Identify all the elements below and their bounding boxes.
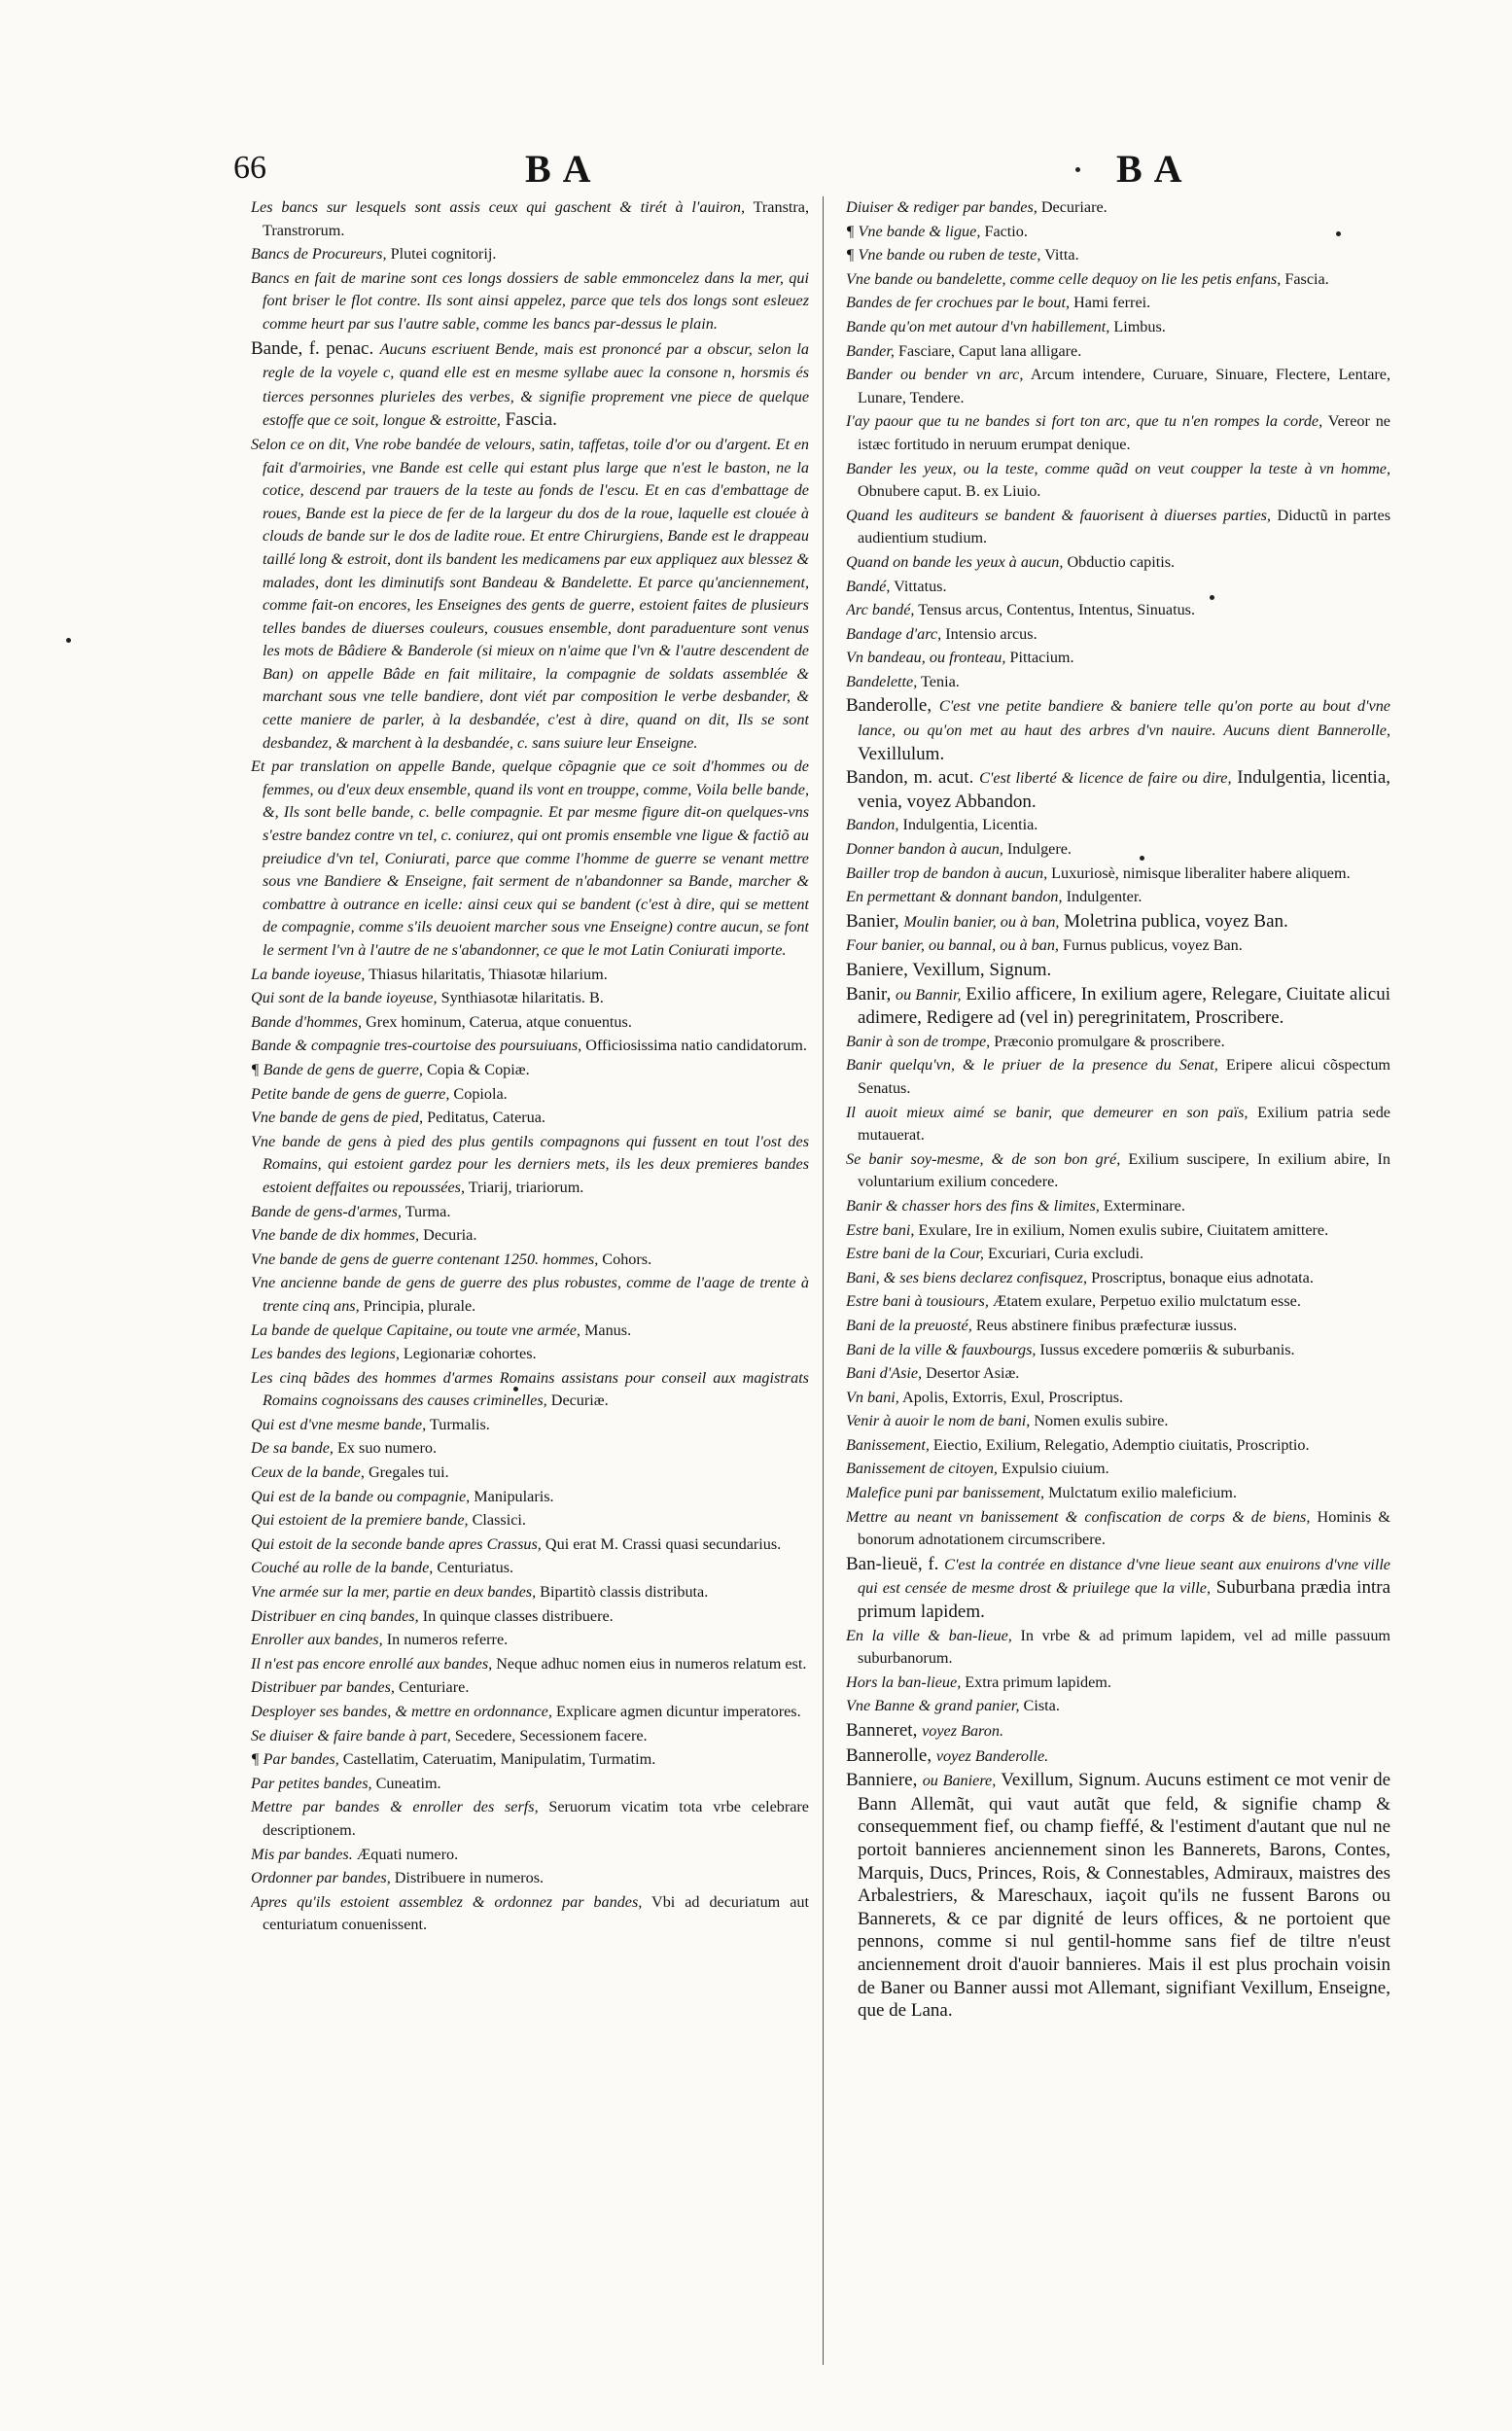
dictionary-entry bbox=[846, 1102, 1390, 1147]
latin-equivalent: Cohors. bbox=[602, 1250, 652, 1268]
latin-equivalent: Diductũ in partes audientium studium. bbox=[858, 506, 1390, 547]
latin-equivalent: Furnus publicus, voyez Ban. bbox=[1063, 936, 1243, 955]
latin-equivalent: Decuria. bbox=[423, 1226, 477, 1245]
dictionary-entry bbox=[251, 1035, 809, 1058]
french-gloss: ou Baniere, bbox=[922, 1772, 997, 1790]
dictionary-entry bbox=[846, 814, 1390, 837]
french-gloss: Bandelette, bbox=[846, 672, 918, 690]
latin-equivalent: Excuriari, Curia excludi. bbox=[988, 1245, 1144, 1263]
french-gloss: ¶ Par bandes, bbox=[251, 1750, 339, 1769]
french-gloss: Vne bande de gens de pied, bbox=[251, 1109, 424, 1127]
latin-equivalent: Expulsio ciuium. bbox=[1002, 1460, 1109, 1478]
french-gloss: Bander, bbox=[846, 341, 895, 360]
dictionary-entry bbox=[251, 1437, 809, 1461]
french-gloss: voyez Banderolle. bbox=[935, 1746, 1049, 1765]
latin-equivalent: Vexillum, Signum. bbox=[912, 960, 1052, 980]
dictionary-entry bbox=[846, 1458, 1390, 1481]
dictionary-entry bbox=[846, 576, 1390, 599]
dictionary-entry bbox=[251, 337, 809, 433]
french-gloss: Qui estoit de la seconde bande apres Crassus, bbox=[251, 1534, 542, 1553]
french-gloss: I'ay paour que tu ne bandes si fort ton arc, que tu n'en rompes la corde, bbox=[846, 412, 1323, 431]
running-head-left: BA bbox=[525, 147, 603, 191]
dictionary-entry bbox=[251, 1272, 809, 1318]
dictionary-entry bbox=[846, 221, 1390, 244]
latin-equivalent: Indulgenter. bbox=[1066, 888, 1143, 906]
entry-headword: Baniere, bbox=[846, 960, 908, 980]
latin-equivalent: Transtra, Transtrorum. bbox=[263, 198, 809, 239]
dictionary-entry bbox=[251, 1581, 809, 1604]
dictionary-entry bbox=[846, 1195, 1390, 1218]
french-gloss: Venir à auoir le nom de bani, bbox=[846, 1412, 1031, 1430]
entry-headword: Banir, bbox=[846, 983, 892, 1004]
french-gloss: Bande qu'on met autour d'vn habillement, bbox=[846, 317, 1110, 335]
latin-equivalent: In vrbe & ad primum lapidem, vel ad mille passuum suburbanorum. bbox=[858, 1626, 1390, 1668]
dictionary-entry bbox=[251, 1486, 809, 1509]
french-gloss: Se diuiser & faire bande à part, bbox=[251, 1726, 451, 1744]
latin-equivalent: Moletrina publica, voyez Ban. bbox=[1064, 910, 1288, 932]
dictionary-entry bbox=[846, 1744, 1390, 1769]
latin-equivalent: Nomen exulis subire. bbox=[1034, 1412, 1169, 1430]
dictionary-entry bbox=[846, 316, 1390, 339]
dictionary-entry bbox=[846, 364, 1390, 409]
french-gloss: Distribuer en cinq bandes, bbox=[251, 1606, 419, 1625]
dictionary-entry bbox=[251, 1533, 809, 1557]
french-gloss: Qui sont de la bande ioyeuse, bbox=[251, 989, 438, 1007]
dictionary-entry bbox=[251, 1557, 809, 1580]
french-gloss: Hors la ban-lieue, bbox=[846, 1673, 962, 1691]
latin-equivalent: Fascia. bbox=[505, 409, 557, 431]
french-gloss: Diuiser & rediger par bandes, bbox=[846, 198, 1037, 216]
latin-equivalent: Centuriatus. bbox=[437, 1559, 514, 1577]
dictionary-entry bbox=[846, 1719, 1390, 1744]
dictionary-entry bbox=[846, 1031, 1390, 1054]
dictionary-entry bbox=[846, 1387, 1390, 1410]
dictionary-entry bbox=[251, 1249, 809, 1272]
latin-equivalent: Grex hominum, Caterua, atque conuentus. bbox=[366, 1012, 632, 1031]
latin-equivalent: Secedere, Secessionem facere. bbox=[454, 1726, 648, 1744]
ink-speck bbox=[1210, 595, 1214, 600]
latin-equivalent: Suburbana prædia intra primum lapidem. bbox=[858, 1577, 1390, 1623]
dictionary-entry bbox=[846, 340, 1390, 364]
french-gloss: C'est la contrée en distance d'vne lieue seant aux enuirons d'vne ville qui est censée de mesme drost & priuilege que la ville, bbox=[858, 1555, 1390, 1598]
latin-equivalent: Reus abstinere finibus præfecturæ iussus. bbox=[975, 1316, 1238, 1334]
entry-headword: Banneret, bbox=[846, 1720, 918, 1741]
french-gloss: Selon ce on dit, Vne robe bandée de velours, satin, taffetas, toile d'or ou d'argent. Et en fait d'armoiries, vne Bande est celle qui estant plus large que n'est le baston, ne la cotice, descend par trauers de la teste au fonds de l'escu. Et en cas d'embattage de roues, Bande est la piece de fer de la largeur du dos de la roue, laquelle est clouée à clouds de bande sur le dos de ladite roue. Et entre Chirurgiens, Bande est le drappeau taillé long & estroit, dont ils bandent les medicamens par eux appliquez aux blessez & malades, dont les diminutifs sont Bandeau & Bandelette. Et parce qu'anciennement, comme fait-on encores, les Enseignes des gents de guerre, estoient faites de plusieurs telles bandes de diuerses couleurs, cousues ensemble, dont paraduenture sont venus les mots de Bâdiere & Banderole (si mieux on n'aime que l'vn & l'autre descendent de Ban) on appelle Bâde en fait militaire, la compagnie de soldats assemblée & marchant sous vne telle bandiere, dont viét par composition le verbe desbander, & cette maniere de parler, à la desbandée, c'est à dire, quand on dit, Ils se sont desbandez, & marchent à la desbandée, c. sans suiure leur Enseigne. bbox=[251, 435, 809, 752]
dictionary-entry bbox=[251, 1701, 809, 1724]
french-gloss: Les bancs sur lesquels sont assis ceux qui gaschent & tirét à l'auiron, bbox=[251, 198, 745, 216]
dictionary-entry bbox=[251, 196, 809, 242]
dictionary-entry bbox=[846, 1054, 1390, 1100]
dictionary-entry bbox=[251, 1796, 809, 1842]
latin-equivalent: Gregales tui. bbox=[368, 1463, 449, 1482]
dictionary-entry bbox=[251, 1844, 809, 1867]
dictionary-entry bbox=[846, 863, 1390, 886]
dictionary-entry bbox=[251, 1867, 809, 1890]
french-gloss: Vne bande de dix hommes, bbox=[251, 1226, 420, 1245]
french-gloss: Bandage d'arc, bbox=[846, 624, 942, 643]
latin-equivalent: Officiosissima natio candidatorum. bbox=[585, 1037, 807, 1055]
latin-equivalent: Copiola. bbox=[453, 1084, 508, 1103]
dictionary-entry bbox=[846, 244, 1390, 267]
latin-equivalent: Vexillulum. bbox=[858, 743, 945, 764]
latin-equivalent: Exilium suscipere, In exilium abire, In voluntarium exilium concedere. bbox=[858, 1149, 1390, 1191]
latin-equivalent: In quinque classes distribuere. bbox=[422, 1606, 614, 1625]
latin-equivalent: Fasciare, Caput lana alligare. bbox=[897, 341, 1082, 360]
dictionary-entry bbox=[846, 1769, 1390, 2023]
latin-equivalent: Principia, plurale. bbox=[363, 1296, 476, 1315]
french-gloss: Ceux de la bande, bbox=[251, 1463, 365, 1482]
french-gloss: Par petites bandes, bbox=[251, 1774, 372, 1792]
dictionary-entry bbox=[251, 1107, 809, 1130]
dictionary-entry bbox=[251, 1201, 809, 1224]
dictionary-entry bbox=[846, 1243, 1390, 1266]
latin-equivalent: Synthiasotæ hilaritatis. B. bbox=[440, 989, 604, 1007]
french-gloss: Bande d'hommes, bbox=[251, 1012, 363, 1031]
entry-headword: Banderolle, bbox=[846, 695, 932, 717]
latin-equivalent: Intensio arcus. bbox=[945, 624, 1037, 643]
french-gloss: Bancs de Procureurs, bbox=[251, 245, 387, 264]
latin-equivalent: Factio. bbox=[984, 222, 1028, 240]
french-gloss: Vne bande de gens de guerre contenant 1250. hommes, bbox=[251, 1250, 599, 1268]
dictionary-entry bbox=[251, 1414, 809, 1437]
french-gloss: Banir & chasser hors des fins & limites, bbox=[846, 1196, 1100, 1215]
dictionary-entry bbox=[846, 766, 1390, 813]
french-gloss: Aucuns escriuent Bende, mais est prononcé par a obscur, selon la regle de la voyele c, quand elle est en mesme syllabe auec la consone n, horsmis és tierces personnes plurieles des verbes, & signifie proprement vne piece de quelque estoffe que ce soit, longue & estroitte, bbox=[263, 339, 809, 430]
entry-headword: Banniere, bbox=[846, 1770, 918, 1791]
dictionary-entry bbox=[846, 959, 1390, 982]
left-column bbox=[251, 196, 809, 2370]
french-gloss: Quand on bande les yeux à aucun, bbox=[846, 552, 1064, 571]
french-gloss: Enroller aux bandes, bbox=[251, 1631, 383, 1649]
dictionary-entry bbox=[846, 910, 1390, 934]
latin-equivalent: Centuriare. bbox=[399, 1678, 470, 1697]
dictionary-entry bbox=[846, 268, 1390, 292]
dictionary-entry bbox=[846, 838, 1390, 862]
latin-equivalent: Exilium patria sede mutauerat. bbox=[858, 1103, 1390, 1145]
dictionary-entry bbox=[846, 410, 1390, 456]
latin-equivalent: Ætatem exulare, Perpetuo exilio mulctatum esse. bbox=[992, 1292, 1301, 1311]
latin-equivalent: Cuneatim. bbox=[375, 1774, 441, 1792]
dictionary-entry bbox=[251, 1320, 809, 1343]
latin-equivalent: Exilio afficere, In exilium agere, Relegare, Ciuitate alicui adimere, Redigere ad (vel in) peregrinitatem, Proscribere. bbox=[858, 983, 1390, 1029]
dictionary-entry bbox=[251, 1224, 809, 1248]
dictionary-entry bbox=[846, 671, 1390, 694]
running-head-right: BA bbox=[1116, 147, 1194, 191]
latin-equivalent: Eripere alicui cõspectum Senatus. bbox=[858, 1056, 1390, 1097]
french-gloss: Qui est d'vne mesme bande, bbox=[251, 1415, 427, 1433]
dictionary-entry bbox=[251, 1343, 809, 1366]
french-gloss: Bailler trop de bandon à aucun, bbox=[846, 863, 1048, 882]
latin-equivalent: Eiectio, Exilium, Relegatio, Ademptio ciuitatis, Proscriptio. bbox=[932, 1435, 1310, 1454]
latin-equivalent: Præconio promulgare & proscribere. bbox=[994, 1032, 1225, 1050]
latin-equivalent: Desertor Asiæ. bbox=[926, 1364, 1020, 1383]
french-gloss: Four banier, ou bannal, ou à ban, bbox=[846, 936, 1059, 955]
latin-equivalent: Hominis & bonorum adnotationem circumscribere. bbox=[858, 1507, 1390, 1549]
dictionary-entry bbox=[846, 292, 1390, 315]
dictionary-entry bbox=[846, 1219, 1390, 1243]
ink-speck bbox=[66, 638, 71, 643]
french-gloss: Arc bandé, bbox=[846, 601, 915, 619]
dictionary-entry bbox=[846, 983, 1390, 1030]
latin-equivalent: Hami ferrei. bbox=[1073, 294, 1151, 312]
latin-equivalent: Exterminare. bbox=[1103, 1196, 1185, 1215]
dictionary-entry bbox=[251, 1367, 809, 1413]
dictionary-entry bbox=[251, 1653, 809, 1676]
latin-equivalent: Indulgentia, licentia, venia, voyez Abbandon. bbox=[858, 767, 1390, 812]
french-gloss: La bande ioyeuse, bbox=[251, 965, 366, 983]
dictionary-entry bbox=[846, 1482, 1390, 1505]
french-gloss: Estre bani à tousiours, bbox=[846, 1292, 989, 1311]
french-gloss: Petite bande de gens de guerre, bbox=[251, 1084, 450, 1103]
french-gloss: De sa bande, bbox=[251, 1439, 334, 1458]
french-gloss: Bander les yeux, ou la teste, comme quãd on veut coupper la teste à vn homme, bbox=[846, 459, 1390, 477]
french-gloss: Les bandes des legions, bbox=[251, 1345, 400, 1363]
entry-headword: Bandon, m. acut. bbox=[846, 767, 974, 789]
dictionary-entry bbox=[251, 1509, 809, 1533]
french-gloss: Mis par bandes. bbox=[251, 1845, 353, 1863]
french-gloss: Banir quelqu'vn, & le priuer de la presence du Senat, bbox=[846, 1056, 1218, 1075]
entry-headword: Bannerolle, bbox=[846, 1744, 932, 1766]
dictionary-entry bbox=[846, 458, 1390, 504]
french-gloss: C'est vne petite bandiere & baniere telle qu'on porte au bout d'vne lance, ou qu'on met au haut des arbres d'vn nauire. Aucuns dient Bannerolle, bbox=[858, 697, 1390, 740]
latin-equivalent: Iussus excedere pomœriis & suburbanis. bbox=[1039, 1340, 1295, 1358]
latin-equivalent: Apolis, Extorris, Exul, Proscriptus. bbox=[902, 1388, 1124, 1406]
dictionary-entry bbox=[846, 1290, 1390, 1314]
latin-equivalent: Legionariæ cohortes. bbox=[403, 1345, 537, 1363]
french-gloss: Bani de la preuosté, bbox=[846, 1316, 972, 1334]
latin-equivalent: Exulare, Ire in exilium, Nomen exulis subire, Ciuitatem amittere. bbox=[918, 1220, 1329, 1239]
column-divider bbox=[823, 196, 824, 2365]
dictionary-entry bbox=[251, 756, 809, 962]
french-gloss: Vn bandeau, ou fronteau, bbox=[846, 649, 1006, 667]
french-gloss: ¶ Bande de gens de guerre, bbox=[251, 1060, 423, 1078]
latin-equivalent: Mulctatum exilio maleficium. bbox=[1048, 1484, 1237, 1502]
latin-equivalent: Turma. bbox=[404, 1202, 451, 1220]
dictionary-entry bbox=[251, 1748, 809, 1772]
latin-equivalent: Vitta. bbox=[1044, 246, 1079, 264]
right-column bbox=[846, 196, 1390, 2370]
entry-headword: Banier, bbox=[846, 910, 899, 932]
dictionary-entry bbox=[251, 1059, 809, 1082]
dictionary-entry bbox=[846, 1553, 1390, 1624]
dictionary-entry bbox=[251, 1629, 809, 1652]
dictionary-entry bbox=[846, 1695, 1390, 1718]
french-gloss: Bander ou bender vn arc, bbox=[846, 366, 1024, 384]
french-gloss: Ordonner par bandes, bbox=[251, 1869, 391, 1887]
french-gloss: C'est liberté & licence de faire ou dire, bbox=[979, 769, 1232, 788]
dictionary-entry bbox=[251, 1891, 809, 1937]
french-gloss: Qui est de la bande ou compagnie, bbox=[251, 1487, 471, 1505]
dictionary-entry bbox=[251, 1083, 809, 1107]
french-gloss: Les cinq bãdes des hommes d'armes Romains assistans pour conseil aux magistrats Romains cognoissans des causes criminelles, bbox=[251, 1368, 809, 1410]
dictionary-entry bbox=[251, 434, 809, 755]
latin-equivalent: Ex suo numero. bbox=[337, 1439, 438, 1458]
latin-equivalent: Triarij, triariorum. bbox=[468, 1178, 584, 1196]
latin-equivalent: Explicare agmen dicuntur imperatores. bbox=[555, 1703, 801, 1720]
latin-equivalent: Qui erat M. Crassi quasi secundarius. bbox=[545, 1534, 782, 1553]
latin-equivalent: Vereor ne istæc fortitudo in neruum erumpat denique. bbox=[858, 412, 1390, 453]
french-gloss: Et par translation on appelle Bande, quelque cõpagnie que ce soit d'hommes ou de femmes, ou d'eux deux ensemble, quand ils vont en trouppe, comme, Voila belle bande, &, Ils sont belle bande, c. belle compagnie. Et par mesme figure dit-on quelques-vns s'estre bandez contre vn tel, c. coniurez, qui ont promis ensemble vne ligue & factiõ au preiudice d'vn tel, Coniurati, parce que comme l'homme de guerre se venant mettre sous vne Bandiere & Enseigne, fait serment de n'abandonner sa Bande, marcher & combattre à outrance en icelle: ainsi ceux qui se bandent (c'est à dire, qui se mettent de compagnie, comme s'ils deuoient marcher sous vne Enseigne) contre aucun, se font le serment l'vn à l'autre de ne s'abandonner, ce que le mot Latin Coniurati importe. bbox=[251, 757, 809, 959]
dictionary-entry bbox=[846, 196, 1390, 220]
dictionary-entry bbox=[846, 1672, 1390, 1695]
page-header bbox=[233, 146, 1235, 194]
dictionary-entry bbox=[251, 1131, 809, 1200]
latin-equivalent: Vexillum, Signum. Aucuns estiment ce mot venir de Bann Allemãt, qui vaut autãt que feld, & signifie champ & consequemment fief, ou champ fieffé, & l'estiment d'autant que nul ne portoit bannieres anciennement sinon les Bannerets, Barons, Contes, Marquis, Ducs, Princes, Rois, & Connestables, Admiraux, maistres des Arbalestriers, & Mareschaux, iaçoit qu'ils ne fussent Barons ou Bannerets, & ce par dignité de leurs offices, & ne portoient que pennons, comme si nul gentil-homme sans fief de tiltre n'eust anciennement droit d'auoir bannieres. Mais il est plus prochain voisin de Baner ou Banner aussi mot Allemant, signifiant Vexillum, Enseigne, que de Lana. bbox=[858, 1770, 1390, 2022]
french-gloss: En la ville & ban-lieue, bbox=[846, 1626, 1012, 1644]
french-gloss: Vne bande ou bandelette, comme celle dequoy on lie les petis enfans, bbox=[846, 269, 1282, 288]
latin-equivalent: Bipartitò classis distributa. bbox=[540, 1583, 709, 1602]
latin-equivalent: Limbus. bbox=[1113, 317, 1166, 335]
dictionary-entry bbox=[846, 1315, 1390, 1338]
dictionary-entry bbox=[846, 1434, 1390, 1458]
french-gloss: Il auoit mieux aimé se banir, que demeurer en son païs, bbox=[846, 1103, 1248, 1121]
entry-headword: Bande, f. penac. bbox=[251, 337, 374, 359]
latin-equivalent: Tensus arcus, Contentus, Intentus, Sinuatus. bbox=[918, 601, 1196, 619]
french-gloss: Qui estoient de la premiere bande, bbox=[251, 1511, 469, 1530]
latin-equivalent: Neque adhuc nomen eius in numeros relatum est. bbox=[496, 1654, 807, 1673]
dictionary-entry bbox=[251, 267, 809, 336]
latin-equivalent: In numeros referre. bbox=[386, 1631, 509, 1649]
french-gloss: Bande & compagnie tres-courtoise des poursuiuans, bbox=[251, 1037, 582, 1055]
french-gloss: Moulin banier, ou à ban, bbox=[903, 912, 1060, 931]
latin-equivalent: Decuriare. bbox=[1040, 198, 1108, 216]
dictionary-entry bbox=[251, 1605, 809, 1629]
latin-equivalent: Cista. bbox=[1023, 1697, 1060, 1715]
french-gloss: Bande de gens-d'armes, bbox=[251, 1202, 402, 1220]
latin-equivalent: Pittacium. bbox=[1009, 649, 1074, 667]
dictionary-entry bbox=[846, 1267, 1390, 1290]
latin-equivalent: Classici. bbox=[472, 1511, 526, 1530]
french-gloss: Distribuer par bandes, bbox=[251, 1678, 395, 1697]
french-gloss: Banissement, bbox=[846, 1435, 930, 1454]
dictionary-entry bbox=[251, 1462, 809, 1485]
dictionary-entry bbox=[846, 1339, 1390, 1362]
entry-headword: Ban-lieuë, f. bbox=[846, 1553, 939, 1574]
french-gloss: Bani de la ville & fauxbourgs, bbox=[846, 1340, 1037, 1358]
latin-equivalent: Peditatus, Caterua. bbox=[427, 1109, 545, 1127]
french-gloss: Vne ancienne bande de gens de guerre des plus robustes, comme de l'aage de trente à trente cinq ans, bbox=[251, 1274, 809, 1315]
page-number: 66 bbox=[233, 150, 266, 186]
dictionary-entry bbox=[846, 551, 1390, 575]
latin-equivalent: Proscriptus, bonaque eius adnotata. bbox=[1091, 1268, 1314, 1286]
latin-equivalent: Obnubere caput. B. ex Liuio. bbox=[858, 482, 1041, 501]
french-gloss: ¶ Vne bande ou ruben de teste, bbox=[846, 246, 1041, 264]
dictionary-entry bbox=[846, 623, 1390, 647]
french-gloss: Apres qu'ils estoient assemblez & ordonnez par bandes, bbox=[251, 1892, 643, 1911]
latin-equivalent: Copia & Copiæ. bbox=[426, 1060, 530, 1078]
french-gloss: Vne Banne & grand panier, bbox=[846, 1697, 1020, 1715]
latin-equivalent: Castellatim, Cateruatim, Manipulatim, Turmatim. bbox=[342, 1750, 656, 1769]
latin-equivalent: Luxuriosè, nimisque liberaliter habere aliquem. bbox=[1051, 863, 1351, 882]
ink-speck bbox=[1336, 231, 1341, 236]
dictionary-entry bbox=[251, 1725, 809, 1748]
latin-equivalent: Fascia. bbox=[1284, 269, 1329, 288]
french-gloss: Vn bani, bbox=[846, 1388, 899, 1406]
dictionary-entry bbox=[846, 505, 1390, 550]
french-gloss: Quand les auditeurs se bandent & fauorisent à diuerses parties, bbox=[846, 506, 1271, 524]
french-gloss: Vne bande de gens à pied des plus gentils compagnons qui fussent en tout l'ost des Romains, qui estoient gardez pour les derniers mets, ils les deux premieres bandes estoient deffaites ou repoussées, bbox=[251, 1132, 809, 1196]
ink-speck bbox=[1075, 167, 1080, 172]
ink-speck bbox=[1140, 856, 1144, 861]
french-gloss: Bani d'Asie, bbox=[846, 1364, 923, 1383]
dictionary-entry bbox=[846, 1148, 1390, 1194]
dictionary-entry bbox=[251, 243, 809, 266]
french-gloss: Vne armée sur la mer, partie en deux bandes, bbox=[251, 1583, 537, 1602]
french-gloss: En permettant & donnant bandon, bbox=[846, 888, 1063, 906]
latin-equivalent: Thiasus hilaritatis, Thiasotæ hilarium. bbox=[369, 965, 608, 983]
french-gloss: Estre bani de la Cour, bbox=[846, 1245, 984, 1263]
dictionary-entry bbox=[251, 987, 809, 1010]
dictionary-entry bbox=[846, 886, 1390, 909]
french-gloss: voyez Baron. bbox=[922, 1722, 1003, 1740]
latin-equivalent: Arcum intendere, Curuare, Sinuare, Flectere, Lentare, Lunare, Tendere. bbox=[858, 366, 1390, 406]
latin-equivalent: Manipularis. bbox=[474, 1487, 554, 1505]
french-gloss: Bandes de fer crochues par le bout, bbox=[846, 294, 1071, 312]
latin-equivalent: Distribuere in numeros. bbox=[394, 1869, 545, 1887]
french-gloss: La bande de quelque Capitaine, ou toute vne armée, bbox=[251, 1321, 580, 1339]
french-gloss: Bandé, bbox=[846, 577, 891, 595]
french-gloss: Estre bani, bbox=[846, 1220, 915, 1239]
latin-equivalent: Vittatus. bbox=[894, 577, 947, 595]
french-gloss: Banir à son de trompe, bbox=[846, 1032, 991, 1050]
latin-equivalent: Plutei cognitorij. bbox=[390, 245, 497, 264]
dictionary-entry bbox=[846, 1410, 1390, 1433]
french-gloss: Malefice puni par banissement, bbox=[846, 1484, 1045, 1502]
latin-equivalent: Æquati numero. bbox=[356, 1845, 459, 1863]
french-gloss: Mettre au neant vn banissement & confiscation de corps & de biens, bbox=[846, 1507, 1311, 1526]
latin-equivalent: Decuriæ. bbox=[550, 1392, 609, 1410]
dictionary-entry bbox=[846, 1506, 1390, 1552]
latin-equivalent: Seruorum vicatim tota vrbe celebrare descriptionem. bbox=[263, 1798, 809, 1839]
french-gloss: Banissement de citoyen, bbox=[846, 1460, 998, 1478]
french-gloss: Desployer ses bandes, & mettre en ordonnance, bbox=[251, 1703, 552, 1720]
latin-equivalent: Tenia. bbox=[921, 672, 960, 690]
french-gloss: Couché au rolle de la bande, bbox=[251, 1559, 434, 1577]
french-gloss: Bani, & ses biens declarez confisquez, bbox=[846, 1268, 1088, 1286]
french-gloss: ¶ Vne bande & ligue, bbox=[846, 222, 981, 240]
latin-equivalent: Indulgere. bbox=[1006, 840, 1072, 859]
dictionary-entry bbox=[251, 964, 809, 987]
dictionary-entry bbox=[251, 1773, 809, 1796]
dictionary-entry bbox=[251, 1011, 809, 1035]
dictionary-entry bbox=[846, 694, 1390, 765]
french-gloss: ou Bannir, bbox=[896, 985, 962, 1004]
latin-equivalent: Obductio capitis. bbox=[1067, 552, 1176, 571]
latin-equivalent: Extra primum lapidem. bbox=[965, 1673, 1111, 1691]
french-gloss: Mettre par bandes & enroller des serfs, bbox=[251, 1798, 539, 1816]
latin-equivalent: Vbi ad decuriatum aut centuriatum conuenissent. bbox=[263, 1892, 809, 1934]
french-gloss: Donner bandon à aucun, bbox=[846, 840, 1003, 859]
dictionary-entry bbox=[846, 1362, 1390, 1386]
dictionary-entry bbox=[846, 647, 1390, 670]
latin-equivalent: Manus. bbox=[584, 1321, 632, 1339]
dictionary-entry bbox=[846, 599, 1390, 622]
dictionary-entry bbox=[846, 934, 1390, 958]
latin-equivalent: Indulgentia, Licentia. bbox=[902, 816, 1038, 834]
french-gloss: Bandon, bbox=[846, 816, 899, 834]
ink-speck bbox=[513, 1387, 518, 1392]
dictionary-entry bbox=[846, 1625, 1390, 1671]
french-gloss: Il n'est pas encore enrollé aux bandes, bbox=[251, 1654, 493, 1673]
french-gloss: Bancs en fait de marine sont ces longs dossiers de sable emmoncelez dans la mer, qui font briser le flot contre. Ils sont ainsi appelez, parce que tels dos longs sont esleuez comme heurt par sus l'autre sable, comme les bancs par-dessus le plain. bbox=[251, 268, 809, 333]
dictionary-entry bbox=[251, 1676, 809, 1700]
french-gloss: Se banir soy-mesme, & de son bon gré, bbox=[846, 1149, 1121, 1168]
latin-equivalent: Turmalis. bbox=[429, 1415, 490, 1433]
